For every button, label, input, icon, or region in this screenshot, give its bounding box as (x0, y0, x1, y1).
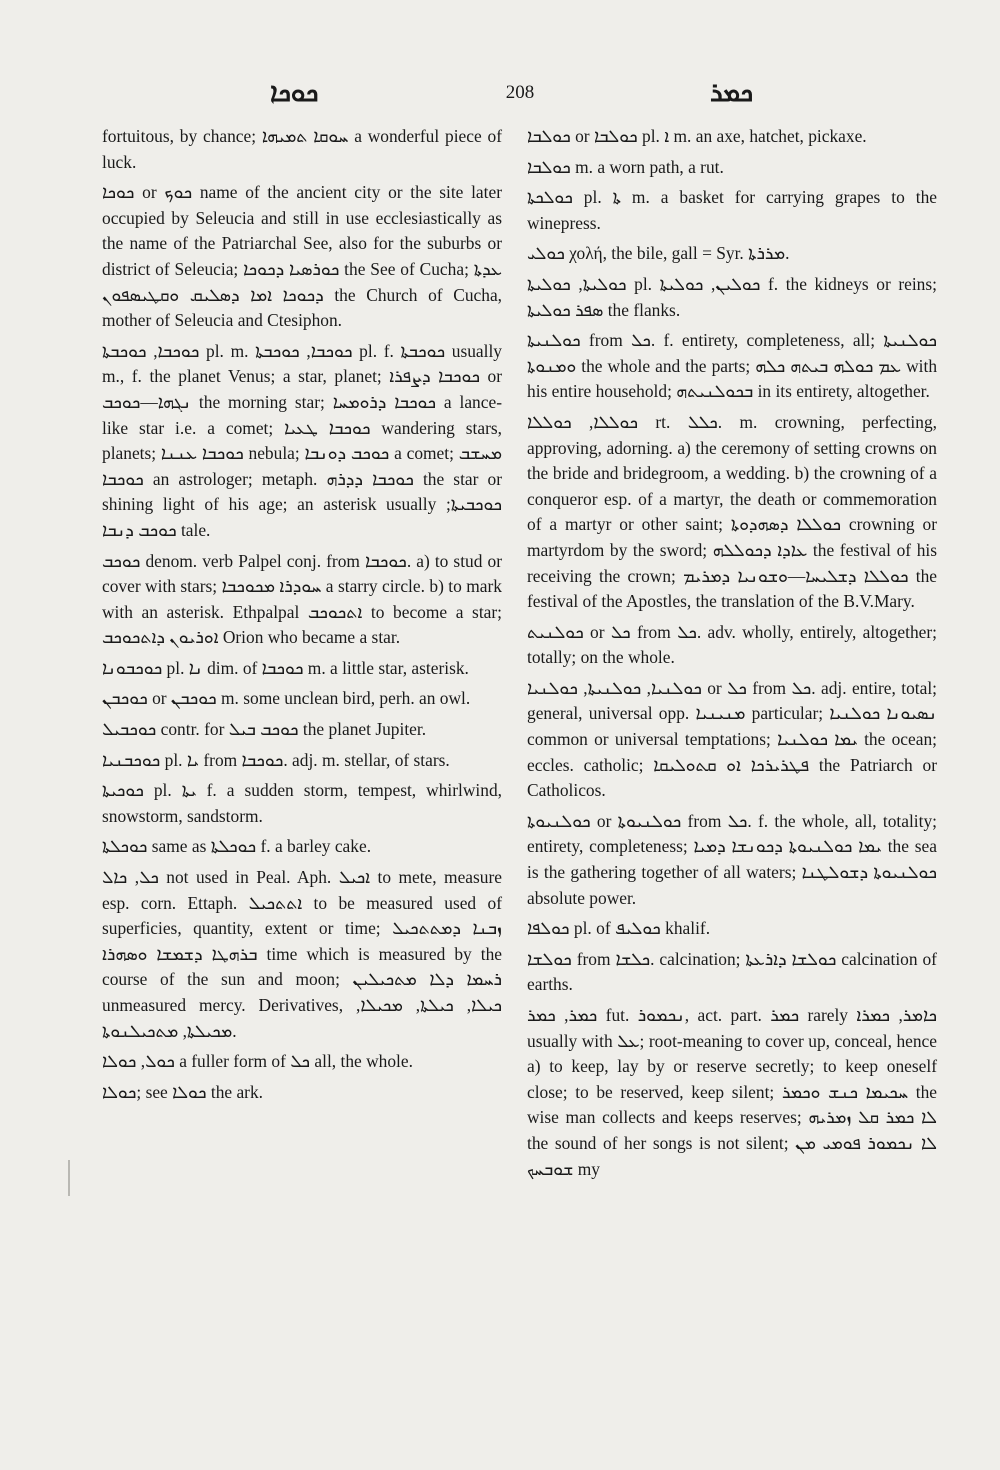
dictionary-entry: ܟܡܪ, ܟܡܪ fut. ܢܟܡܘܪ, act. part. ܟܡܪ rarely ܟܐܡܪ, ܟܡܪܐ usually with ܥܠ; root-meaning to cover up, conceal, hence a) to keep, lay by or reserve secretly; to keep oneself close; to be reserved, keep silent; ܚܟܝܡܐ ܟܢܫ ܘܟܡܪ the wise man collects and keeps reserves; ܠܐ ܟܡܪ ܩܠ ܙܡܪܝܗ the sound of her songs is not silent; ܠܐ ܢܟܡܘܪ ܦܘܡܝ ܡܢ ܫܘܒܚܟ my (527, 1005, 937, 1179)
dictionary-entry: ܟܘܟܒܝܠ contr. for ܟܘܟܒ ܒܝܠ the planet Jupiter. (102, 719, 427, 740)
dictionary-entry: fortuitous, by chance; ܚܘܩܐ ܬܡܝܗܐ a wonderful piece of luck. (102, 126, 502, 172)
dictionary-entry: ܟܘܠܢܝܬ or ܟܠ from ܟܠ. adv. wholly, entirely, altogether; totally; on the whole. (527, 621, 937, 668)
dictionary-entry: ܟܘܠܠܐ, ܟܘܠܠܐ rt. ܟܠܠ. m. crowning, perfecting, approving, adorning. a) the ceremony of setting crowns on the bride and bridegroom, a wedding. b) the crowning of a conqueror esp. of a martyr, the death or commemoration of a martyr or other saint; ܟܘܠܠܐ ܕܣܗܕܘܬܐ crowning or martyrdom by the sword; ܥܐܕܐ ܕܟܘܠܠܗ the festival of his receiving the crown; ܟܘܠܠܐ ܕܫܠܝܚܐ—ܘܫܘܢܝܐ ܕܡܪܝܡ the festival of the Apostles, the translation of the B.V.Mary. (527, 411, 938, 612)
right-column (527, 124, 937, 1187)
dictionary-entry: ܟܠ, ܟܐܠ not used in Peal. Aph. ܐܟܝܠ to mete, measure esp. corn. Ettaph. ܐܬܬܟܝܠ to be measured used of superficies, quantity, extent or time; ܙܒܢܐ ܕܡܬܬܟܝܠ ܒܪܗܛܐ ܕܫܡܫܐ ܘܣܗܪܐ time which is measured by the course of the sun and moon; ܪܚܡܐ ܕܠܐ ܡܬܟܝܠܝܢ unmeasured mercy. Derivatives, ܟܝܠܐ, ܟܝܠܬܐ, ܡܟܝܠܐ, ܡܟܝܠܬܐ, ܡܬܟܝܠܢܘܬܐ. (102, 867, 503, 1041)
dictionary-entry: ܟܘܟܠܬܐ same as ܟܘܟܠܬܐ f. a barley cake. (102, 836, 372, 857)
dictionary-entry: ܟܘܟܒܐ, ܟܘܟܒܬܐ pl. m. ܟܘܟܒܐ, ܟܘܟܒܬܐ pl. f. ܟܘܟܒܬܐ usually m., f. the planet Venus; a star, planet; ܟܘܟܒܐ ܕܨܦܪܐ or ܢܓܗܐ—ܟܘܟܒ the morning star; ܟܘܟܒܐ ܕܪܘܡܚܐ a lance-like star i.e. a comet; ܟܘܟܒܐ ܛܥܝܐ wandering stars, planets; ܟܘܟܒܐ ܥܢܢܐ nebula; ܟܘܟܒ ܕܘܢܒܐ a comet; ܡܚܫܒ ܟܘܟܒܐ an astrologer; metaph. ܟܘܟܒܐ ܕܕܪܗ the star or shining light of his age; an asterisk usually ܟܘܟܒܝܬܐ; ܟܘܟܒ ܕܢܒܐ tale. (102, 340, 502, 540)
dictionary-entry: ܟܘܠܢܝܐ, ܟܘܠܢܝܬܐ, ܟܘܠܢܝܐ or ܟܠ from ܟܠ. adj. entire, total; general, universal opp. ܡܢܝܢܝܐ particular; ܢܣܝܘܢܐ ܟܘܠܢܝܐ common or universal temptations; ܝܡܐ ܟܘܠܢܝܐ the ocean; eccles. catholic; ܦܛܪܝܪܟܐ ܐܘ ܩܬܘܠܝܩܐ the Patriarch or Catholicos. (527, 677, 937, 801)
dictionary-entry: ܟܘܠ, ܟܘܠܐ a fuller form of ܟܠ all, the whole. (102, 1051, 413, 1072)
dictionary-entry: ܟܘܟܒܘܢܐ pl. ܢܐ dim. of ܟܘܟܒܐ m. a little star, asterisk. (102, 657, 469, 678)
dictionary-entry: ܟܘܠܫܐ from ܟܠܫܐ. calcination; ܟܘܠܫܐ ܕܐܪܥܬܐ calcination of earths. (527, 948, 937, 995)
left-column (102, 124, 502, 1110)
dictionary-entry: ܟܘܠܒܐ m. a worn path, a rut. (527, 156, 724, 177)
dictionary-entry: ܟܘܠܢܝܘܬܐ or ܟܘܠܢܝܘܬܐ from ܟܠ. f. the whole, all, totality; entirety, completeness; ܝܡܐ ܟܘܠܢܝܘܬܐ ܕܟܘܢܫܐ ܕܡܝܐ the sea is the gathering together of all waters; ܟܘܠܢܝܘܬܐ ܕܫܘܠܛܢܐ absolute power. (527, 810, 937, 908)
dictionary-entry: ܟܘܠܐ; see ܟܘܠܐ the ark. (102, 1081, 264, 1102)
dictionary-entry: ܟܘܟܝܬܐ pl. ܝܬܐ f. a sudden storm, tempest, whirlwind, snowstorm, sandstorm. (102, 780, 502, 826)
page-number: 208 (505, 82, 535, 103)
dictionary-entry: ܟܘܠܝ χολή, the bile, gall = Syr. ܡܪܪܬܐ. (527, 243, 790, 264)
dictionary-entry: ܟܘܟܐ or ܟܘܟ name of the ancient city or the site later occupied by Seleucia and still in use ecclesiastically as the name of the Patriarchal See, also for the suburbs or district of Seleucia; ܟܘܪܣܝܐ ܕܟܘܟܐ the See of Cucha; ܥܕܬܐ ܕܟܘܟܐ ܐܡܐ ܕܣܠܝܩ ܘܩܛܝܣܦܘܢ the Church of Cucha, mother of Seleucia and Ctesiphon. (102, 182, 503, 331)
running-header (0, 78, 1000, 112)
dictionary-entry: ܟܘܠܢܝܬܐ from ܟܠ. f. entirety, completeness, all; ܟܘܠܢܝܬܐ ܘܡܢܘܬܐ the whole and the parts; ܥܡ ܟܘܠܗ ܒܝܬܗ ܟܠܗ with his entire household; ܒܟܘܠܢܝܬܗ in its entirety, altogether. (527, 330, 938, 402)
dictionary-entry: ܟܘܠܦܐ pl. of ܟܘܠܝܦ khalif. (527, 918, 711, 939)
dictionary-entry: ܟܘܟܒܢ or ܟܘܟܒܢ m. some unclean bird, perh. an owl. (102, 688, 471, 709)
margin-mark (68, 1160, 70, 1196)
header-left-word: ܟܘܟܐ (270, 78, 319, 107)
dictionary-entry: ܟܘܟܒܢܝܐ pl. ܝܐ from ܟܘܟܒܐ. adj. m. stellar, of stars. (102, 749, 450, 770)
header-right-word: ܟܡܪ (710, 78, 754, 107)
dictionary-entry: ܟܘܠܝܬܐ, ܟܘܠܝܬܐ pl. ܟܘܠܝܢ, ܟܘܠܝܬܐ f. the kidneys or reins; ܣܦܪ ܟܘܠܝܬܐ the flanks. (527, 273, 937, 320)
dictionary-entry: ܟܘܠܒܐ or ܟܘܠܒܐ pl. ܐ m. an axe, hatchet, pickaxe. (527, 126, 867, 146)
dictionary-entry: ܟܘܟܒ denom. verb Palpel conj. from ܟܘܟܒܐ. a) to stud or cover with stars; ܚܘܕܪܐ ܡܟܘܟܒܐ a starry circle. b) to mark with an asterisk. Ethpalpal ܐܬܟܘܟܒ to become a star; ܐܘܪܝܘܢ ܕܐܬܟܘܟܒ Orion who became a star. (102, 550, 503, 648)
dictionary-entry: ܟܘܠܟܬܐ pl. ܬܐ m. a basket for carrying grapes to the winepress. (527, 187, 937, 233)
